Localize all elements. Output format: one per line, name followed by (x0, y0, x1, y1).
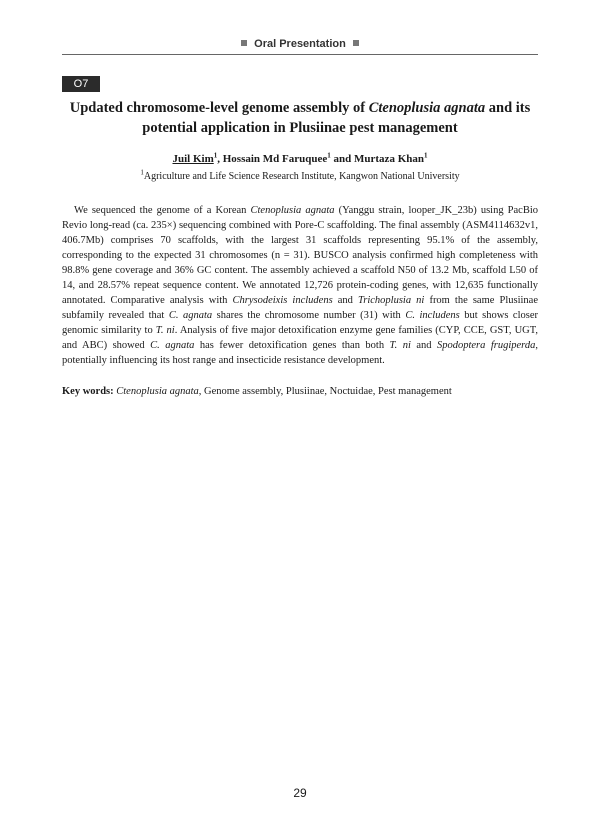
abstract-body: We sequenced the genome of a Korean Ctenoplusia agnata (Yanggu strain, looper_JK_23b) using PacBio Revio long-read (ca. 235×) sequencing combined with Pore-C scaffolding. The final assembly (ASM4114632v1, 406.7Mb) comprises 70 scaffolds, with the largest 31 scaffolds representing 95.1% of the assembly, corresponding to the expected 31 chromosomes (n = 31). BUSCO analysis confirmed high completeness with 98.8% gene coverage and 36% GC content. The assembly achieved a scaffold N50 of 13.2 Mb, scaffold L50 of 14, and 28.57% repeat sequence content. We annotated 12,726 protein-coding genes, with 12,635 functionally annotated. Comparative analysis with Chrysodeixis includens and Trichoplusia ni from the same Plusiinae subfamily revealed that C. agnata shares the chromosome number (31) with C. includens but shows closer genomic similarity to T. ni. Analysis of five major detoxification enzyme gene families (CYP, CCE, GST, UGT, and ABC) showed C. agnata has fewer detoxification genes than both T. ni and Spodoptera frugiperda, potentially influencing its host range and insecticide resistance development. (62, 205, 539, 366)
header-section-label: Oral Presentation (254, 38, 346, 50)
page-number: 29 (293, 786, 307, 800)
author-name: Juil Kim (172, 153, 214, 165)
header-rule (62, 54, 538, 55)
author-list: Juil Kim$^1$, Hossain Md Faruquee$^1$ and Murtaza Khan$^1$ (172, 151, 428, 165)
square-bullet-icon (353, 40, 359, 46)
square-bullet-icon (241, 40, 247, 46)
keywords: Key words: Ctenoplusia agnata, Genome assembly, Plusiinae, Noctuidae, Pest management (62, 386, 452, 397)
author-name: Hossain Md Faruquee (222, 153, 328, 165)
author-name: Murtaza Khan (354, 153, 424, 165)
presentation-id-badge: O7 (62, 76, 100, 92)
keywords-label: Key words: (62, 386, 114, 397)
paper-title: Updated chromosome-level genome assembly of Ctenoplusia agnata and its potential application in Plusiinae pest management (69, 100, 531, 136)
running-header (0, 38, 600, 50)
affiliation: $^1$Agriculture and Life Science Research Institute, Kangwon National University (140, 168, 460, 182)
